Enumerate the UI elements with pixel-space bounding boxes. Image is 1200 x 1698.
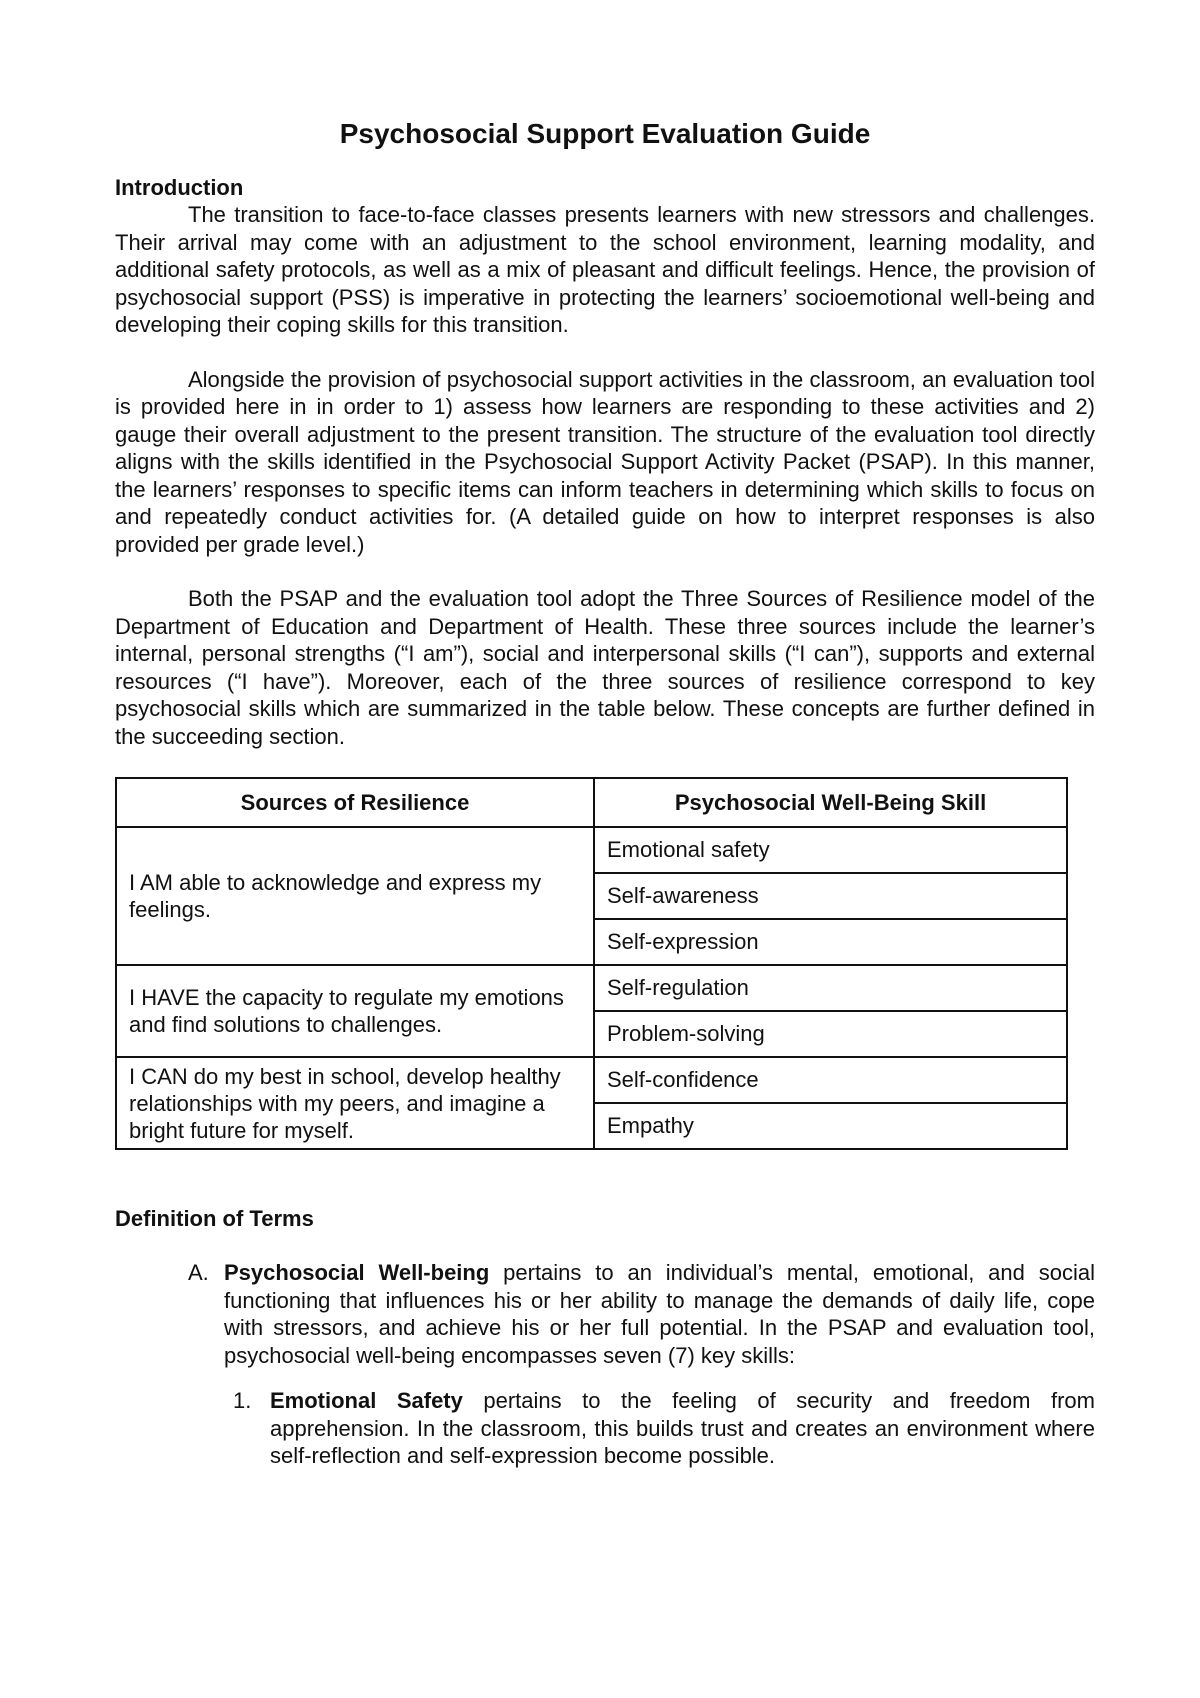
skill-cell: Self-awareness [594,873,1067,919]
skill-cell: Self-regulation [594,965,1067,1011]
skill-cell: Emotional safety [594,827,1067,873]
header-psychosocial-skill: Psychosocial Well-Being Skill [594,778,1067,827]
source-i-have: I HAVE the capacity to regulate my emotions and find solutions to challenges. [116,965,594,1057]
header-sources-of-resilience: Sources of Resilience [116,778,594,827]
introduction-heading: Introduction [115,175,244,200]
source-i-can: I CAN do my best in school, develop healthy relationships with my peers, and imagine a bright future for myself. [116,1057,594,1149]
skill-cell: Empathy [594,1103,1067,1149]
document-title: Psychosocial Support Evaluation Guide [339,118,871,149]
skill-cell: Self-confidence [594,1057,1067,1103]
skill-cell: Self-expression [594,919,1067,965]
skill-cell: Problem-solving [594,1011,1067,1057]
definitions-heading: Definition of Terms [115,1206,314,1231]
list-marker: 1. [233,1388,252,1413]
table-row [116,827,1067,873]
resilience-table [115,777,1068,1150]
intro-paragraph-1: The transition to face-to-face classes presents learners with new stressors and challenges. Their arrival may come with an adjustment to the school environment, learning modality, and additional safety protocols, as well as a mix of pleasant and difficult feelings. Hence, the provision of psychosocial support (PSS) is imperative in protecting the learners’ socioemotional well-being and developing their coping skills for this transition. [115,202,1095,337]
definition-emotional-safety [115,1387,1095,1470]
definition-term: Emotional Safety [270,1388,463,1413]
list-marker: A. [188,1260,209,1285]
definition-psychosocial-wellbeing [115,1259,1095,1369]
definition-term: Psychosocial Well-being [224,1260,490,1285]
document-page [115,100,1095,1470]
table-row [116,1057,1067,1103]
source-i-am: I AM able to acknowledge and express my feelings. [116,827,594,965]
table-header-row [116,778,1067,827]
definition-text: pertains to an individual’s mental, emotional, and social functioning that influences his or her ability to manage the demands of daily life, cope with stressors, and achieve his or her full potential. In the PSAP and evaluation tool, psychosocial well-being encompasses seven (7) key skills: [224,1260,1095,1368]
table-row [116,965,1067,1011]
intro-paragraph-3: Both the PSAP and the evaluation tool adopt the Three Sources of Resilience model of the Department of Education and Department of Health. These three sources include the learner’s internal, personal strengths (“I am”), social and interpersonal skills (“I can”), supports and external resources (“I have”). Moreover, each of the three sources of resilience correspond to key psychosocial skills which are summarized in the table below. These concepts are further defined in the succeeding section. [115,586,1095,749]
intro-paragraph-2: Alongside the provision of psychosocial support activities in the classroom, an evaluation tool is provided here in in order to 1) assess how learners are responding to these activities and 2) gauge their overall adjustment to the present transition. The structure of the evaluation tool directly aligns with the skills identified in the Psychosocial Support Activity Packet (PSAP). In this manner, the learners’ responses to specific items can inform teachers in determining which skills to focus on and repeatedly conduct activities for. (A detailed guide on how to interpret responses is also provided per grade level.) [115,366,1095,557]
definition-text: pertains to the feeling of security and freedom from apprehension. In the classroom, this builds trust and creates an environment where self-reflection and self-expression become possible. [270,1388,1095,1468]
